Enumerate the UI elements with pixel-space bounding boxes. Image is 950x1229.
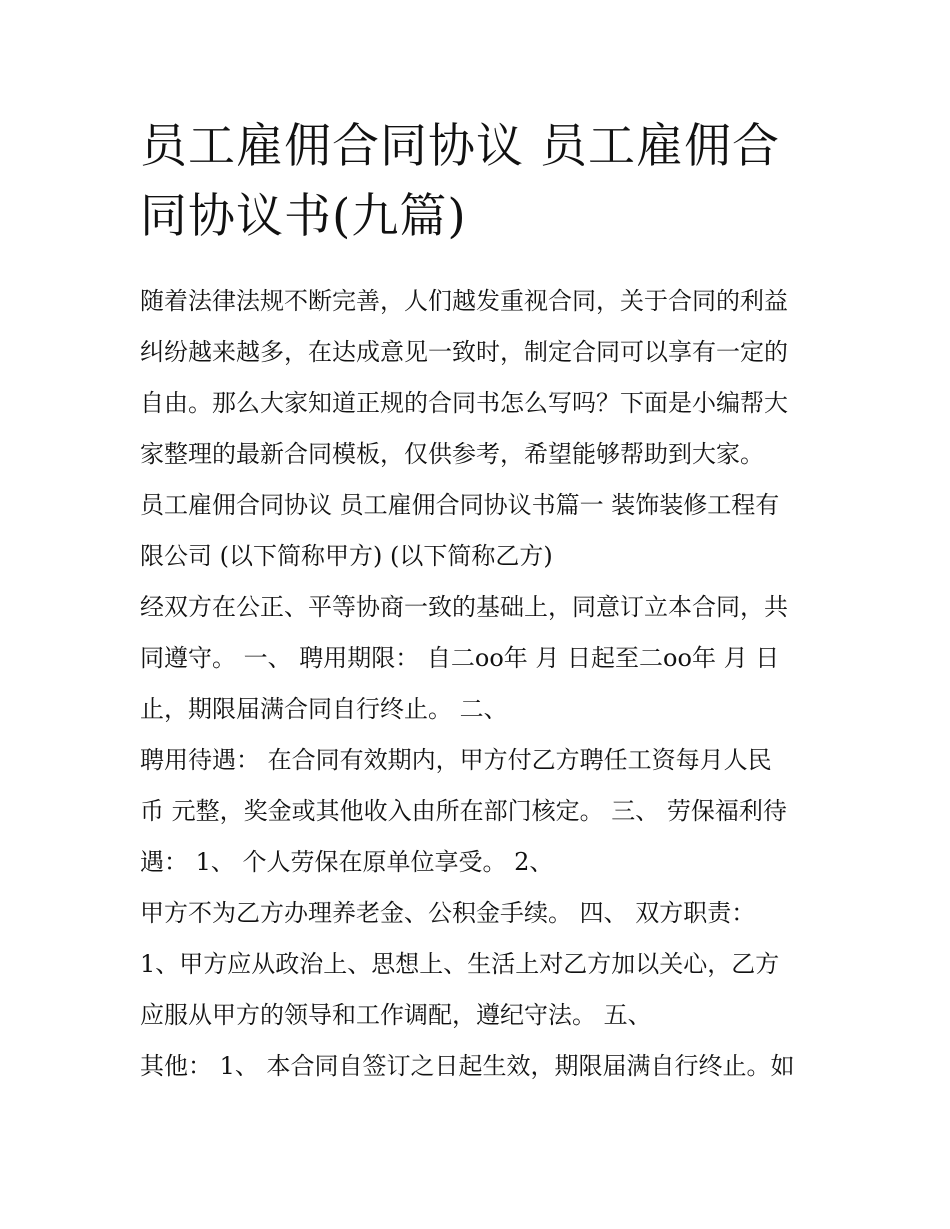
body-line: 同遵守。 一、 聘用期限： 自二oo年 月 日起至二oo年 月 日 [140,644,780,672]
body-line: 聘用待遇： 在合同有效期内，甲方付乙方聘任工资每月人民 [140,746,772,774]
body-line: 币 元整，奖金或其他收入由所在部门核定。 三、 劳保福利待 [140,797,787,825]
body-line: 甲方不为乙方办理养老金、公积金手续。 四、 双方职责： [140,899,756,927]
body-line: 应服从甲方的领导和工作调配，遵纪守法。 五、 [140,1001,652,1029]
document-title [140,112,820,252]
body-line: 其他： 1、 本合同自签订之日起生效，期限届满自行终止。如 [140,1052,795,1080]
body-line: 经双方在公正、平等协商一致的基础上，同意订立本合同，共 [140,593,788,621]
document-body [140,276,820,1092]
body-line: 止，期限届满合同自行终止。 二、 [140,695,508,723]
body-line: 家整理的最新合同模板，仅供参考，希望能够帮助到大家。 [140,440,764,468]
body-line: 自由。那么大家知道正规的合同书怎么写吗？下面是小编帮大 [140,389,788,417]
body-line: 限公司 (以下简称甲方) (以下简称乙方) [140,542,553,570]
body-line: 随着法律法规不断完善，人们越发重视合同，关于合同的利益 [140,287,788,315]
body-line: 纠纷越来越多，在达成意见一致时，制定合同可以享有一定的 [140,338,788,366]
body-line: 遇： 1、 个人劳保在原单位享受。 2、 [140,848,554,876]
title-line-2: 同协议书(九篇) [140,189,467,244]
title-line-1: 员工雇佣合同协议 员工雇佣合 [140,119,780,174]
body-line: 员工雇佣合同协议 员工雇佣合同协议书篇一 装饰装修工程有 [140,491,780,519]
body-line: 1、甲方应从政治上、思想上、生活上对乙方加以关心，乙方 [140,950,780,978]
